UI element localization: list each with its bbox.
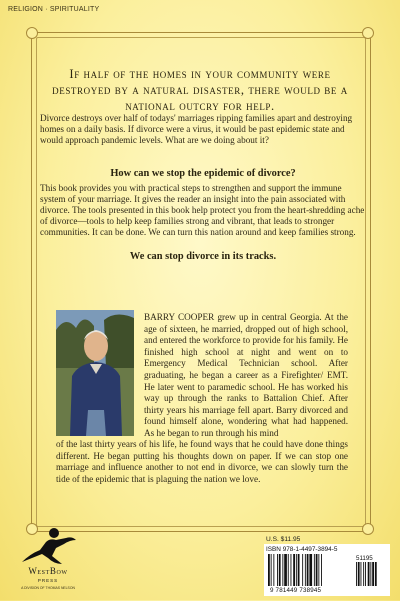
publisher-imprint: PRESS	[37, 578, 59, 583]
barcode-bar	[316, 554, 318, 586]
barcode-bar	[305, 554, 306, 586]
barcode-bar	[291, 554, 292, 586]
author-bio: BARRY COOPER grew up in central Georgia. At the age of sixteen, he married, dropped out of high school, and entered the workforce to provide for his family. He finished high school at night and went on to Emergency Medical Technician school. After graduating, he began a career as a Firefighter/ EMT. He later went to paramedic school. He has worked his way up through the ranks to Battalion Chief. After thirty years his marriage fell apart. Barry divorced and found himself alone, wondering what had happened. As he began to run through his mind	[144, 312, 348, 438]
subhead-question: How can we stop the epidemic of divorce?	[110, 168, 296, 179]
publisher-name: WestBow	[28, 566, 68, 576]
barcode-bar	[284, 554, 287, 586]
barcode-bar	[370, 562, 371, 586]
subhead-answer: We can stop divorce in its tracks.	[129, 251, 277, 262]
publisher-tagline: A DIVISION OF THOMAS NELSON	[21, 586, 75, 590]
barcode-bar	[288, 554, 289, 586]
price-addon-digits: 51195	[356, 555, 373, 562]
barcode-bar	[273, 554, 274, 586]
barcode-bar	[318, 554, 319, 586]
author-photo	[56, 310, 134, 436]
body-paragraph: This book provides you with practical steps to strengthen and support the immune system of your marriage. It gives the reader an insight into the pain associated with divorce. The tools presented in this book help protect you from the heart-shredding ache of divorce—tools to help keep families strong and vibrant, that leads to stronger communities. It can be done. We can turn this nation around and keep families strong.	[40, 183, 365, 238]
barcode-bar	[368, 562, 370, 586]
frame-corner-ornament	[362, 27, 374, 39]
barcode-bar	[271, 554, 272, 586]
barcode-bar	[309, 554, 312, 586]
frame-corner-ornament	[362, 523, 374, 535]
barcode-bar	[375, 562, 377, 586]
barcode-bar	[372, 562, 374, 586]
barcode-bar	[279, 554, 281, 586]
barcode-bar	[302, 554, 303, 586]
author-bio-continued: of the last thirty years of his life, he found ways that he could have done things different. He began putting his thoughts down on paper. If we can stop one marriage and influence another to not end in divorce, we can slowly turn the tide of the epidemic that is plaguing the nation we love.	[56, 439, 348, 484]
ean-digits: 9 781449 738945	[270, 587, 322, 594]
publisher-logo	[16, 524, 80, 594]
price-label: U.S. $11.95	[266, 536, 301, 543]
barcode-bar	[296, 554, 297, 586]
barcode-bar	[277, 554, 278, 586]
intro-paragraph: Divorce destroys over half of todays' marriages ripping families apart and destroying homes on a daily basis. If divorce were a virus, it would be past epidemic state and would approach pandemic levels. What are we doing about it?	[40, 113, 353, 146]
headline: If half of the homes in your community were destroyed by a natural disaster, there would be a national outcry for help.	[52, 67, 348, 113]
barcode-bar	[356, 562, 357, 586]
barcode-bar	[314, 554, 315, 586]
frame-corner-ornament	[26, 27, 38, 39]
barcode-bar	[363, 562, 364, 586]
barcode-bar	[307, 554, 309, 586]
barcode-bar	[268, 554, 270, 586]
isbn-label: ISBN 978-1-4497-3894-5	[266, 546, 338, 553]
barcode-bar	[298, 554, 300, 586]
category-label: RELIGION · SPIRITUALITY	[8, 6, 100, 13]
barcode-bar	[293, 554, 295, 586]
barcode-bar	[321, 554, 322, 586]
barcode-bar	[282, 554, 283, 586]
barcode-bar	[358, 562, 360, 586]
barcode-bar	[365, 562, 366, 586]
barcode-bar	[361, 562, 362, 586]
